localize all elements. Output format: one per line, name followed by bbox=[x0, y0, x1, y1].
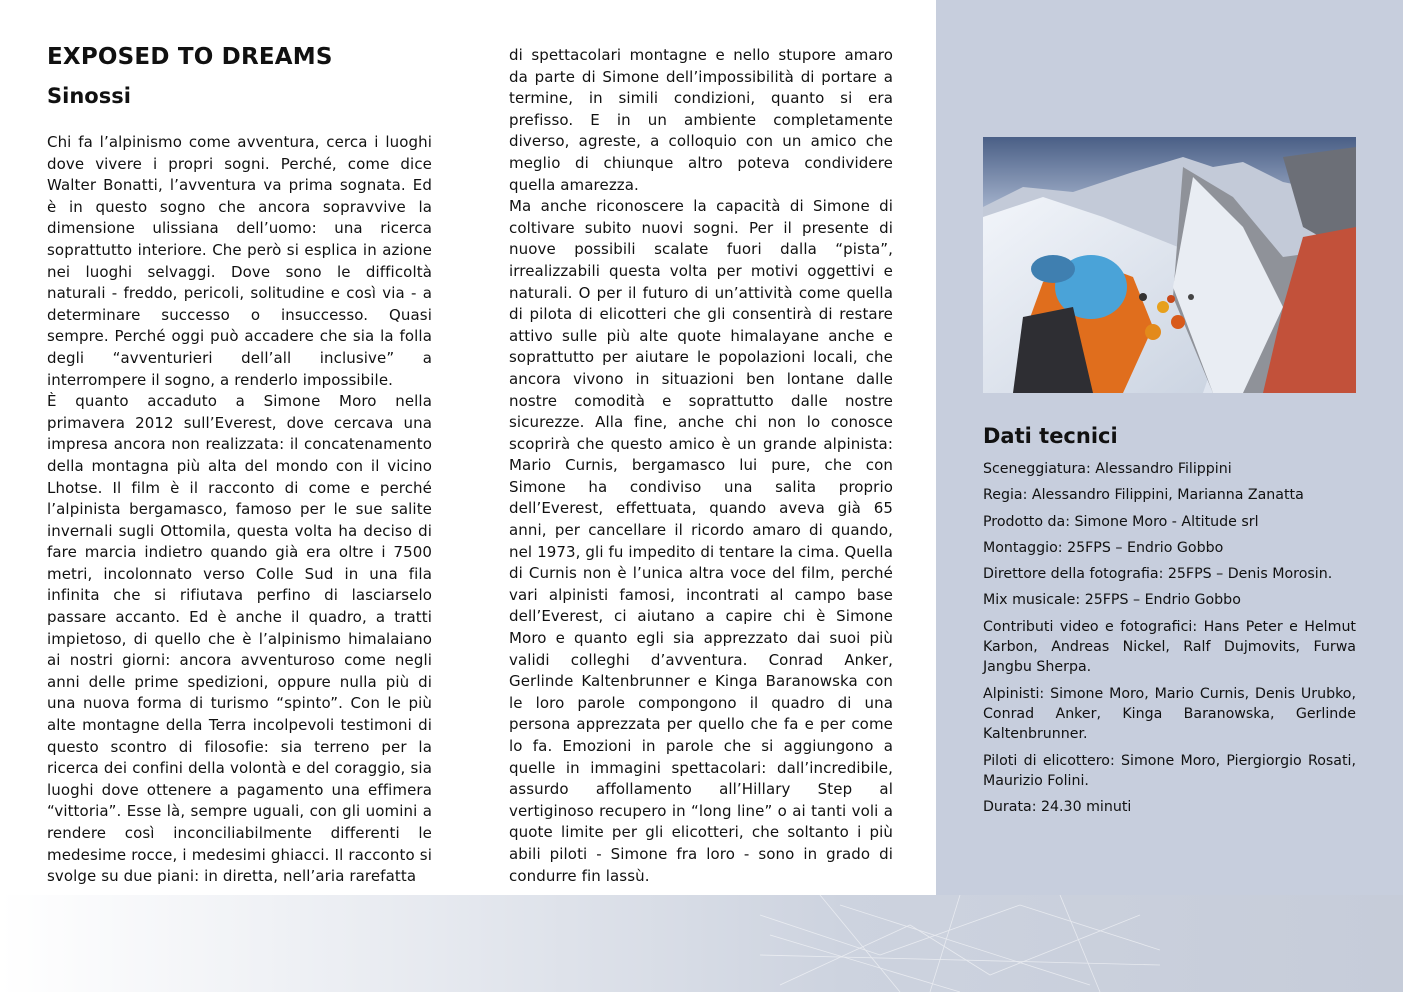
paragraph: Chi fa l’alpinismo come avventura, cerca i luoghi dove vivere i propri sogni. Perché, come dice Walter Bonatti, l’avventura va prima sognata. Ed è in questo sogno che ancora sopravvive la dimensione ulissiana dell’uomo: una ricerca soprattutto interiore. Che però si esplica in azione nei luoghi selvaggi. Dove sono le difficoltà naturali - freddo, pericoli, solitudine e così via - a determinare successo o insuccesso. Quasi sempre. Perché oggi può accadere che sia la folla degli “avventurieri dell’all inclusive” a interrompere il sogno, a renderlo impossibile. bbox=[47, 133, 432, 389]
credit-item: Piloti di elicottero: Simone Moro, Piergiorgio Rosati, Maurizio Folini. bbox=[983, 752, 1356, 789]
technical-data-heading: Dati tecnici bbox=[983, 424, 1118, 448]
credit-item: Montaggio: 25FPS – Endrio Gobbo bbox=[983, 539, 1224, 556]
synopsis-column-1 bbox=[47, 132, 432, 888]
climbers-photo bbox=[983, 137, 1356, 393]
bottom-gradient-band bbox=[0, 895, 1403, 992]
credit-item: Direttore della fotografia: 25FPS – Denis Morosin. bbox=[983, 566, 1333, 583]
credit-item: Sceneggiatura: Alessandro Filippini bbox=[983, 461, 1232, 477]
credit-item: Contributi video e fotografici: Hans Peter e Helmut Karbon, Andreas Nickel, Ralf Dujmovits, Furwa Jangbu Sherpa. bbox=[983, 618, 1356, 676]
synopsis-column-2 bbox=[509, 45, 893, 887]
technical-data-list bbox=[983, 459, 1356, 823]
page-title: EXPOSED TO DREAMS bbox=[47, 44, 333, 70]
credit-item: Regia: Alessandro Filippini, Marianna Zanatta bbox=[983, 487, 1304, 504]
paragraph: di spettacolari montagne e nello stupore amaro da parte di Simone dell’impossibilità di portare a termine, in simili condizioni, quanto si era prefisso. E in un ambiente completamente diverso, agreste, a colloquio con un amico che meglio di chiunque altro poteva condividere quella amarezza. bbox=[509, 46, 893, 194]
ice-texture-decoration bbox=[760, 895, 1160, 992]
credit-item: Alpinisti: Simone Moro, Mario Curnis, Denis Urubko, Conrad Anker, Kinga Baranowska, Gerlinde Kaltenbrunner. bbox=[983, 685, 1356, 743]
paragraph: È quanto accaduto a Simone Moro nella primavera 2012 sull’Everest, dove cercava una impresa ancora non realizzata: il concatenamento della montagna più alta del mondo con il vicino Lhotse. Il film è il racconto di come e perché l’alpinista bergamasco, famoso per le sue salite invernali sugli Ottomila, questa volta ha deciso di fare marcia indietro quando già era oltre i 7500 metri, incolonnato verso Colle Sud in una fila infinita che si rifiutava perfino di lasciarselo passare accanto. Ed è anche il quadro, a tratti impietoso, di quello che è l’alpinismo himalaiano ai nostri giorni: ancora avventuroso come negli anni delle prime spedizioni, oppure nulla più di una nuova forma di turismo “spinto”. Con le più alte montagne della Terra incolpevoli testimoni di questo scontro di filosofie: sia terreno per la ricerca dei confini della volontà e del coraggio, sia luoghi dove ottenere a pagamento una effimera “vittoria”. Esse là, sempre uguali, con gli uomini a rendere così inconciliabilmente differenti le medesime rocce, i medesimi ghiacci. Il racconto si svolge su due piani: in diretta, nell’aria rarefatta bbox=[47, 392, 432, 886]
section-subtitle: Sinossi bbox=[47, 84, 131, 108]
credit-item: Mix musicale: 25FPS – Endrio Gobbo bbox=[983, 592, 1241, 609]
credit-item: Prodotto da: Simone Moro - Altitude srl bbox=[983, 513, 1259, 530]
credit-item: Durata: 24.30 minuti bbox=[983, 799, 1132, 816]
paragraph: Ma anche riconoscere la capacità di Simone di coltivare subito nuovi sogni. Per il presente di nuove possibili scalate fuori dalla “pista”, irrealizzabili questa volta per motivi oggettivi e naturali. O per il futuro di un’attività come quella di pilota di elicotteri che gli consentirà di restare attivo sulle più alte quote himalayane anche e soprattutto per aiutare le popolazioni locali, che ancora vivono in situazioni ben lontane dalle nostre comodità e soprattutto dalle nostre sicurezze. Alla fine, anche chi non lo conosce scoprirà che questo amico è un grande alpinista: Mario Curnis, bergamasco lui pure, che con Simone ha condiviso una salita proprio dell’Everest, effettuata, quando aveva già 65 anni, per cancellare il ricordo amaro di quando, nel 1973, gli fu impedito di tentare la cima. Quella di Curnis non è l’unica altra voce del film, perché vari alpinisti famosi, incontrati al campo base dell’Everest, ci aiutano a capire chi è Simone Moro e quanto egli sia apprezzato dai suoi più validi colleghi d’avventura. Conrad Anker, Gerlinde Kaltenbrunner e Kinga Baranowska con le loro parole compongono il quadro di una persona apprezzata per quello che fa e per come lo fa. Emozioni in parole che si aggiungono a quelle in immagini spettacolari: dall’incredibile, assurdo affollamento all’Hillary Step al vertiginoso recupero in “long line” o ai tanti voli a quote limite per gli elicotteri, che soltanto i più abili piloti - Simone fra loro - sono in grado di condurre fin lassù. bbox=[509, 197, 893, 885]
